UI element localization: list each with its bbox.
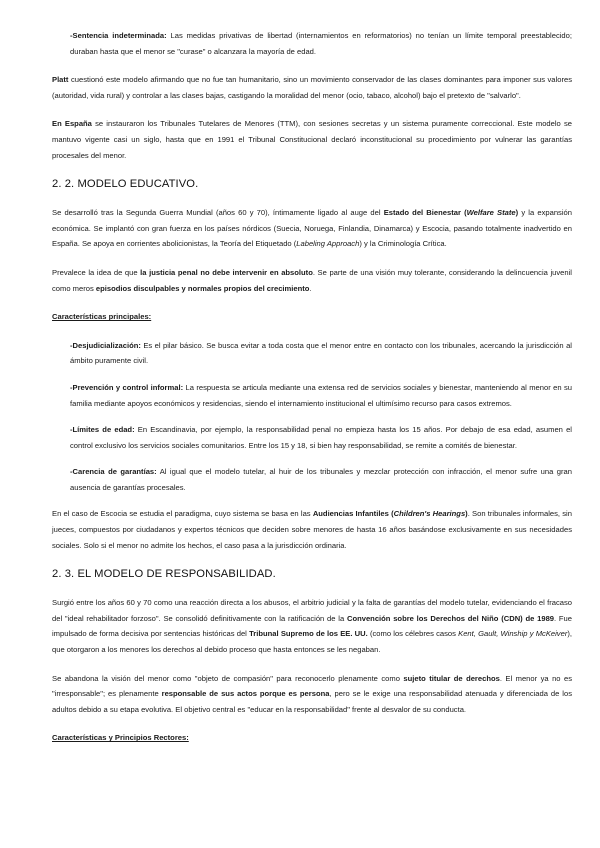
bold-term: Platt (52, 75, 69, 85)
paragraph-platt (52, 72, 572, 103)
underlined-subheading: Características y Principios Rectores: (52, 733, 189, 743)
paragraph-escocia (52, 506, 572, 553)
item-label: -Prevención y control informal: (70, 382, 184, 392)
bold-term: ) (515, 208, 519, 218)
subheading-principios (52, 730, 572, 746)
text-run: Se abandona la visión del menor como "objeto de compasión" para reconocerlo plenamente como (52, 673, 404, 683)
paragraph-responsabilidad-origin (52, 595, 572, 657)
subheading-caracteristicas (52, 309, 572, 325)
text-run: ), que otorgaron a los menores los derechos al debido proceso que hasta entonces se les negaban. (52, 629, 572, 655)
bold-term: En España (52, 119, 92, 129)
item-text: Es el pilar básico. Se busca evitar a toda costa que el menor entre en contacto con los tribunales, acercando la jurisdicción al ámbito puramente civil. (70, 340, 572, 366)
item-text: Las medidas privativas de libertad (internamientos en reformatorios) no tenían un límite temporal preestablecido; duraban hasta que el menor se "curase" o alcanzara la mayoría de edad. (70, 31, 572, 56)
text-run: . El menor ya no es "irresponsable"; es plenamente (52, 673, 572, 699)
text-run: Se desarrolló tras la Segunda Guerra Mundial (años 60 y 70), íntimamente ligado al auge del (52, 208, 384, 218)
list-item-desjudicializacion (52, 338, 572, 369)
text-run: y la expansión económica. Se implantó con gran fuerza en los países nórdicos (Suecia, Noruega, Finlandia, Dinamarca) y Escocia, pasando totalmente inadvertido en España. Se apoya en corrientes abolicionistas, la Teoría del Etiquetado ( (52, 208, 572, 249)
bold-term: Convención sobre los Derechos del Niño (CDN) de 1989 (346, 613, 555, 623)
bold-term: episodios disculpables y normales propios del crecimiento (95, 283, 310, 293)
italic-term: Kent, Gault, Winship y McKeiver (458, 629, 568, 639)
text-run: Surgió entre los años 60 y 70 como una reacción directa a los abusos, el arbitrio judicial y la falta de garantías del modelo tutelar, evidenciando el fracaso del "ideal rehabilitador forzoso". Se consolidó definitivamente con la ratificación de la (52, 598, 572, 623)
paragraph-espana (52, 116, 572, 163)
text-run: En el caso de Escocia se estudia el paradigma, cuyo sistema se basa en las (52, 509, 313, 519)
text-run: . (309, 283, 312, 293)
paragraph-responsabilidad-sujeto (52, 671, 572, 718)
list-item-carencia-garantias (52, 464, 572, 495)
paragraph-text: se instauraron los Tribunales Tutelares de Menores (TTM), con sesiones secretas y un sistema puramente correccional. Este modelo se mantuvo vigente casi un siglo, hasta que en 1991 el Tribunal Constitucional declaró inconstitucional su procedimiento por vulnerar las garantías procesales del menor. (52, 119, 572, 160)
item-label: -Sentencia indeterminada: (70, 31, 167, 40)
item-text: La respuesta se articula mediante una extensa red de servicios sociales y bienestar, manteniendo al menor en su familia mediante apoyos económicos y residencias, siendo el internamiento institucional el ultimísimo recurso para casos extremos. (70, 382, 572, 408)
text-run: (como los célebres casos (367, 629, 459, 639)
item-label: -Desjudicialización: (70, 340, 141, 350)
text-run: . Fue impulsado de forma decisiva por sentencias históricas del (52, 613, 572, 639)
item-label: -Carencia de garantías: (70, 467, 157, 477)
text-run: ) y la Criminología Crítica. (359, 239, 447, 249)
italic-term: Children's Hearings (393, 509, 466, 519)
text-run: . Se parte de una visión muy tolerante, considerando la delincuencia juvenil como meros (52, 267, 572, 293)
bold-term: Estado del Bienestar ( (383, 208, 467, 218)
italic-term: Labeling Approach (296, 239, 360, 249)
item-label: -Límites de edad: (70, 425, 135, 435)
text-run: , pero se le exige una responsabilidad atenuada y diferenciada de los adultos debido a su etapa evolutiva. El objetivo central es "educar en la responsabilidad" frente al desvalor de su conducta. (52, 689, 573, 714)
item-sentencia-indeterminada (52, 28, 572, 59)
paragraph-text: cuestionó este modelo afirmando que no fue tan humanitario, sino un movimiento conservador de las clases dominantes para imponer sus valores (autoridad, vida rural) y controlar a las clases bajas, castigando la moralidad del menor (ocio, tabaco, alcohol) bajo el pretexto de "salvarlo". (52, 75, 572, 100)
underlined-subheading: Características principales: (52, 312, 152, 322)
text-run: . Son tribunales informales, sin jueces, compuestos por ciudadanos y expertos técnicos que deciden sobre menores de hasta 16 años basándose exclusivamente en sus necesidades sociales. Solo si el menor no admite los hechos, el caso pasa a la jurisdicción ordinaria. (52, 509, 572, 550)
text-run: Prevalece la idea de que (52, 267, 141, 277)
bold-term: la justicia penal no debe intervenir en absoluto (140, 267, 313, 277)
list-item-prevencion (52, 380, 572, 411)
bold-term: ) (465, 509, 468, 519)
item-text: Al igual que el modelo tutelar, al huir de los tribunales y mezclar protección con infracción, el menor sufre una gran ausencia de garantías procesales. (70, 467, 573, 492)
document-page (52, 28, 572, 746)
bold-term: Audiencias Infantiles ( (312, 509, 394, 519)
bold-term: sujeto titular de derechos (403, 673, 500, 683)
bold-term: Tribunal Supremo de los EE. UU. (249, 629, 368, 639)
italic-term: Welfare State (466, 208, 516, 218)
list-item-limites-edad (52, 422, 572, 453)
item-text: En Escandinavia, por ejemplo, la responsabilidad penal no empieza hasta los 15 años. Por debajo de esa edad, asumen el control exclusivo los servicios sociales comunitarios. Entre los 15 y 18, si bien hay responsabilidad, se remite a comités de bienestar. (70, 425, 572, 450)
section-heading-educativo: 2. 2. MODELO EDUCATIVO. (52, 178, 199, 191)
bold-term: responsable de sus actos porque es persona (161, 689, 330, 699)
paragraph-educativo-origin (52, 205, 572, 252)
paragraph-educativo-idea (52, 265, 572, 296)
section-heading-responsabilidad: 2. 3. EL MODELO DE RESPONSABILIDAD. (52, 568, 276, 581)
